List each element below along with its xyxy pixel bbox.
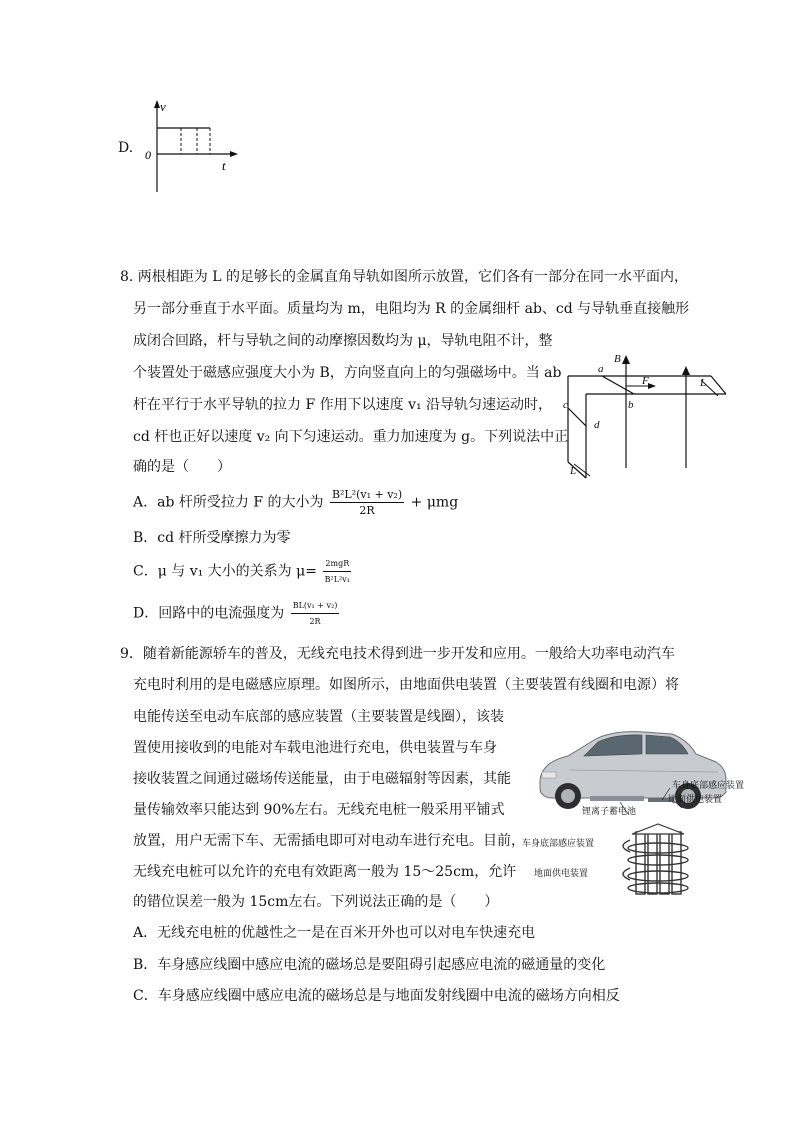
label-L-top: L bbox=[700, 377, 707, 389]
label-car-bottom-device-2: 车身底部感应装置 bbox=[522, 839, 595, 849]
q8-option-d-denominator: 2R bbox=[309, 617, 321, 626]
q9-stem-line-1: 9．随着新能源轿车的普及，无线充电技术得到进一步开发和应用。一般给大功率电动汽车 bbox=[120, 646, 675, 662]
q8-option-c-numerator: 2mgR bbox=[323, 556, 351, 572]
q8-stem-line-4: 个装置处于磁感应强度大小为 B，方向竖直向上的匀强磁场中。当 ab bbox=[133, 365, 562, 381]
q7-option-d-graph bbox=[140, 98, 240, 194]
label-d: d bbox=[594, 419, 600, 431]
q9-wireless-charging-figure bbox=[520, 718, 770, 902]
v-axis-label: v bbox=[160, 99, 166, 114]
q7-option-d-label: D. bbox=[118, 140, 134, 156]
q8-option-d-numerator: BL(v₁ + v₂) bbox=[291, 598, 340, 614]
q9-stem-line-9: 的错位误差一般为 15cm左右。下列说法正确的是（ ） bbox=[133, 894, 499, 910]
q9-stem-line-7: 放置，用户无需下车、无需插电即可对电动车进行充电。目前， bbox=[133, 833, 525, 849]
q9-stem-line-5: 接收装置之间通过磁场传送能量，由于电磁辐射等因素，其能 bbox=[133, 771, 511, 787]
label-ground-power-device-2: 地面供电装置 bbox=[534, 869, 589, 879]
q8-stem-line-2: 另一部分垂直于水平面。质量均为 m，电阻均为 R 的金属细杆 ab、cd 与导轨垂直接触形 bbox=[133, 301, 690, 317]
q8-option-c-text: C．μ 与 v₁ 大小的关系为 μ= bbox=[133, 563, 317, 580]
label-ground-power-device: 地面供电装置 bbox=[668, 795, 723, 805]
q9-stem-line-4: 置使用接收到的电能对车载电池进行充电，供电装置与车身 bbox=[133, 740, 497, 756]
q9-stem-line-8: 无线充电桩可以允许的充电有效距离一般为 15～25cm，允许 bbox=[133, 864, 517, 880]
label-c: c bbox=[563, 399, 568, 411]
q8-option-a-text: A．ab 杆所受拉力 F 的大小为 bbox=[133, 494, 324, 511]
t-axis-label: t bbox=[222, 158, 226, 173]
q8-option-a-denominator: 2R bbox=[359, 504, 375, 517]
q9-stem-line-2: 充电时利用的是电磁感应原理。如图所示，由地面供电装置（主要装置有线圈和电源）将 bbox=[133, 677, 679, 693]
q9-stem-line-3: 电能传送至电动车底部的感应装置（主要装置是线圈），该装 bbox=[133, 709, 504, 725]
label-a: a bbox=[598, 363, 604, 375]
q9-option-c[interactable]: C．车身感应线圈中感应电流的磁场总是与地面发射线圈中电流的磁场方向相反 bbox=[133, 988, 620, 1004]
q8-option-d-text: D．回路中的电流强度为 bbox=[133, 605, 285, 622]
q9-option-a[interactable]: A．无线充电桩的优越性之一是在百米开外也可以对电车快速充电 bbox=[133, 925, 536, 941]
q8-option-a-numerator: B²L²(v₁ + v₂) bbox=[331, 488, 403, 501]
q8-stem-line-6: cd 杆也正好以速度 v₂ 向下匀速运动。重力加速度为 g。下列说法中正 bbox=[133, 429, 569, 445]
q8-rail-figure bbox=[556, 350, 736, 480]
label-lithium-battery: 锂离子蓄电池 bbox=[582, 807, 637, 817]
label-B: B bbox=[614, 353, 621, 365]
q8-option-a-suffix: + μmg bbox=[410, 494, 459, 511]
label-b: b bbox=[628, 399, 634, 411]
origin-label: 0 bbox=[145, 148, 151, 162]
q9-option-b[interactable]: B．车身感应线圈中感应电流的磁场总是要阻碍引起感应电流的磁通量的变化 bbox=[133, 957, 606, 973]
q8-stem-line-1: 8. 两根相距为 L 的足够长的金属直角导轨如图所示放置，它们各有一部分在同一水平面内， bbox=[120, 269, 689, 285]
q8-option-d[interactable] bbox=[133, 598, 341, 629]
q8-stem-line-5: 杆在平行于水平导轨的拉力 F 作用下以速度 v₁ 沿导轨匀速运动时， bbox=[133, 397, 553, 413]
q8-option-c[interactable] bbox=[133, 556, 353, 587]
q8-option-a[interactable] bbox=[133, 487, 458, 518]
q8-stem-line-7: 确的是（ ） bbox=[133, 459, 231, 475]
label-L-bottom: L bbox=[570, 465, 577, 477]
q8-option-c-denominator: B²L²v₁ bbox=[324, 575, 350, 584]
q8-stem-line-3: 成闭合回路，杆与导轨之间的动摩擦因数均为 μ，导轨电阻不计，整 bbox=[133, 333, 553, 349]
q8-option-b[interactable]: B．cd 杆所受摩擦力为零 bbox=[133, 530, 291, 546]
q9-stem-line-6: 量传输效率只能达到 90%左右。无线充电桩一般采用平铺式 bbox=[133, 802, 505, 818]
label-F: F bbox=[642, 375, 649, 387]
label-car-bottom-device: 车身底部感应装置 bbox=[672, 781, 745, 791]
